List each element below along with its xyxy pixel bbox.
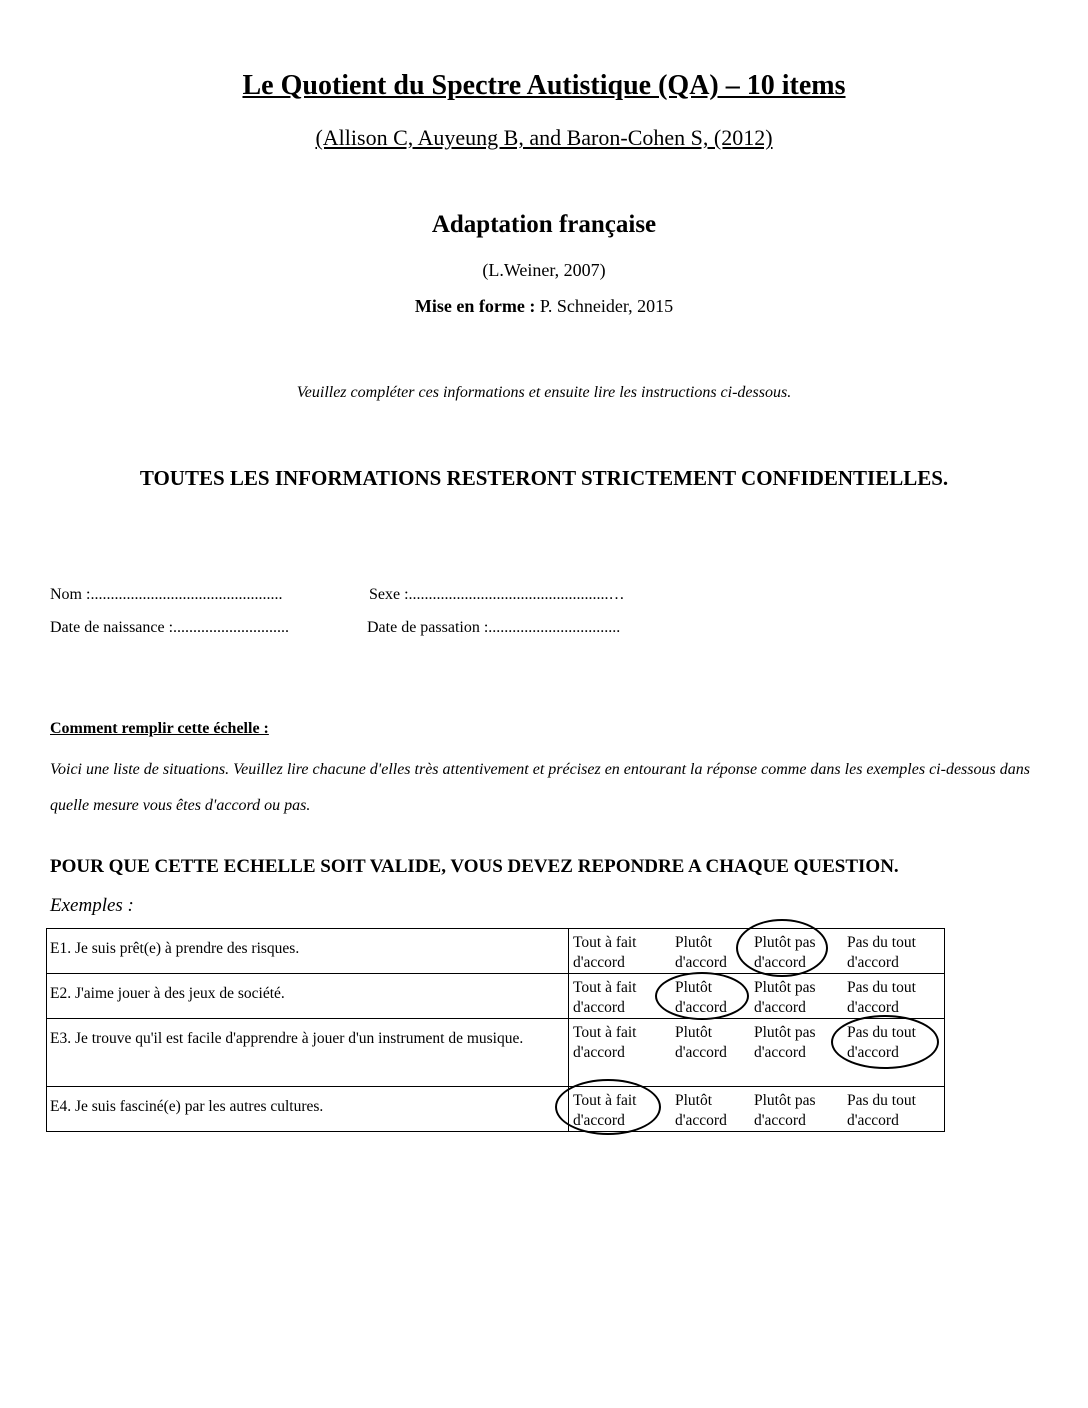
option-label: Pas du tout <box>847 934 916 951</box>
name-field[interactable]: Nom :................................................ <box>50 586 283 603</box>
formatting-credit <box>0 296 1088 317</box>
instructions-text: Voici une liste de situations. Veuillez lire chacune d'elles très attentivement et précisez en entourant la réponse comme dans les exemples ci-dessous dans quelle mesure vous êtes d'accord ou pas. <box>50 761 1030 814</box>
confidential-banner: TOUTES LES INFORMATIONS RESTERONT STRICTEMENT CONFIDENTIELLES. <box>139 466 949 490</box>
option-label: Plutôt <box>675 979 713 996</box>
option-label: Plutôt <box>675 1024 713 1041</box>
option-label: d'accord <box>573 954 625 971</box>
option-label: Pas du tout <box>847 1092 916 1109</box>
example-row-e4 <box>47 1087 945 1132</box>
examples-table <box>46 928 945 1132</box>
example-question: E4. Je suis fasciné(e) par les autres cultures. <box>47 1087 569 1132</box>
option-label: Tout à fait <box>573 1092 637 1109</box>
option-label: d'accord <box>675 954 727 971</box>
adaptation-author: (L.Weiner, 2007) <box>482 260 606 280</box>
option-label: d'accord <box>847 1044 899 1061</box>
example-question: E1. Je suis prêt(e) à prendre des risques. <box>47 929 569 974</box>
test-date-field[interactable]: Date de passation :................................. <box>367 619 621 636</box>
option-label: d'accord <box>573 999 625 1016</box>
option-tout-a-fait-daccord[interactable] <box>569 1023 675 1063</box>
example-row-e3 <box>47 1019 945 1087</box>
option-label: d'accord <box>675 999 727 1016</box>
answer-options <box>569 929 945 974</box>
option-label: d'accord <box>847 999 899 1016</box>
option-label: Plutôt pas <box>754 979 816 996</box>
example-question: E2. J'aime jouer à des jeux de société. <box>47 974 569 1019</box>
instructions-heading: Comment remplir cette échelle : <box>50 720 269 737</box>
option-tout-a-fait-daccord[interactable] <box>569 933 675 973</box>
option-plutot-pas-daccord[interactable] <box>754 1091 847 1131</box>
option-plutot-pas-daccord[interactable] <box>754 978 847 1018</box>
option-label: Plutôt <box>675 1092 713 1109</box>
option-label: Tout à fait <box>573 1024 637 1041</box>
option-plutot-daccord[interactable] <box>675 933 754 973</box>
option-label: d'accord <box>847 954 899 971</box>
option-pas-du-tout-daccord[interactable] <box>847 933 942 973</box>
answer-options <box>569 1019 945 1087</box>
adaptation-title: Adaptation française <box>431 211 657 238</box>
option-label: d'accord <box>754 954 806 971</box>
option-pas-du-tout-daccord[interactable] <box>847 1023 942 1063</box>
option-label: Plutôt pas <box>754 934 816 951</box>
option-label: Pas du tout <box>847 979 916 996</box>
option-plutot-pas-daccord[interactable] <box>754 933 847 973</box>
notice-text: Veuillez compléter ces informations et ensuite lire les instructions ci-dessous. <box>296 384 792 401</box>
option-plutot-daccord[interactable] <box>675 1091 754 1131</box>
option-label: Plutôt pas <box>754 1092 816 1109</box>
option-label: Tout à fait <box>573 934 637 951</box>
sex-field[interactable]: Sexe :..................................................… <box>369 586 625 603</box>
option-plutot-daccord[interactable] <box>675 1023 754 1063</box>
birthdate-field[interactable]: Date de naissance :............................. <box>50 619 290 636</box>
formatting-label: Mise en forme : <box>414 296 536 316</box>
option-label: Plutôt pas <box>754 1024 816 1041</box>
example-row-e1 <box>47 929 945 974</box>
example-question: E3. Je trouve qu'il est facile d'apprendre à jouer d'un instrument de musique. <box>47 1019 569 1087</box>
option-label: d'accord <box>847 1112 899 1129</box>
answer-options <box>569 974 945 1019</box>
option-pas-du-tout-daccord[interactable] <box>847 978 942 1018</box>
option-pas-du-tout-daccord[interactable] <box>847 1091 942 1131</box>
option-plutot-pas-daccord[interactable] <box>754 1023 847 1063</box>
option-label: Plutôt <box>675 934 713 951</box>
option-tout-a-fait-daccord[interactable] <box>569 1091 675 1131</box>
option-label: d'accord <box>754 1044 806 1061</box>
option-label: Tout à fait <box>573 979 637 996</box>
citation: (Allison C, Auyeung B, and Baron-Cohen S, (2012) <box>315 125 773 150</box>
examples-label: Exemples : <box>50 895 134 916</box>
option-label: d'accord <box>754 1112 806 1129</box>
option-label: d'accord <box>675 1044 727 1061</box>
page-title: Le Quotient du Spectre Autistique (QA) – 10 items <box>242 70 846 101</box>
option-plutot-daccord[interactable] <box>675 978 754 1018</box>
validity-notice: POUR QUE CETTE ECHELLE SOIT VALIDE, VOUS DEVEZ REPONDRE A CHAQUE QUESTION. <box>50 856 899 877</box>
option-tout-a-fait-daccord[interactable] <box>569 978 675 1018</box>
option-label: d'accord <box>754 999 806 1016</box>
option-label: d'accord <box>573 1044 625 1061</box>
option-label: d'accord <box>573 1112 625 1129</box>
example-row-e2 <box>47 974 945 1019</box>
formatting-value: P. Schneider, 2015 <box>535 296 674 316</box>
option-label: Pas du tout <box>847 1024 916 1041</box>
answer-options <box>569 1087 945 1132</box>
option-label: d'accord <box>675 1112 727 1129</box>
